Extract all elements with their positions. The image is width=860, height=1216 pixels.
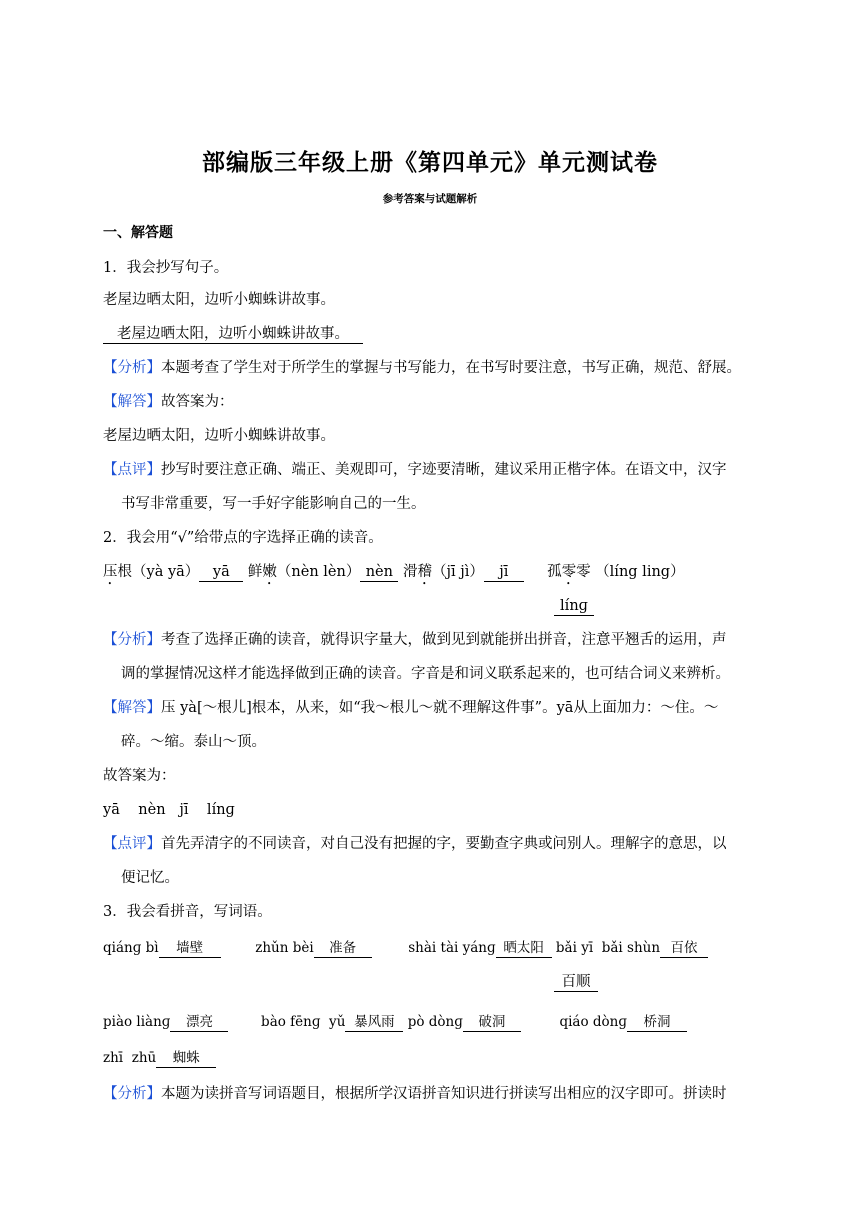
answer-blank: yā (199, 563, 243, 582)
pinyin: pò dònɡ (407, 1014, 463, 1030)
answer-blank: 漂亮 (170, 1013, 228, 1032)
solution-tag: 【解答】 (103, 700, 161, 716)
question-2-comment-cont: 便记忆。 (121, 870, 179, 886)
item-2: 鲜嫩（nèn lèn） (247, 564, 361, 580)
dotted-char: 压 (103, 564, 118, 580)
comment-text: 抄写时要注意正确、端正、美观即可，字迹要清晰，建议采用正楷字体。在语文中，汉字 (161, 462, 727, 478)
dotted-char: 嫩 (262, 564, 277, 580)
question-1-comment (103, 460, 727, 480)
dotted-char: 零 (561, 564, 577, 580)
question-3-row-3 (103, 1048, 216, 1068)
analysis-tag: 【分析】 (103, 360, 161, 376)
analysis-tag: 【分析】 (103, 1086, 161, 1102)
answer-blank: 墙壁 (159, 939, 221, 958)
pinyin: zhǔn bèi (255, 940, 314, 956)
solution-text: 压 yà[～根儿]根本，从来，如“我～根儿～就不理解这件事”。yā从上面加力：～住。～ (161, 700, 719, 716)
answer-blank: línɡ (554, 597, 594, 616)
question-1-solution (103, 392, 234, 412)
pinyin: shài tài yánɡ (408, 940, 496, 956)
question-2-item-4-answer (554, 596, 594, 616)
question-2-answer-list: yā nèn jī línɡ (103, 802, 235, 818)
question-2-stem: 2．我会用“√”给带点的字选择正确的读音。 (103, 530, 383, 546)
item-1: 压根（yà yā） (103, 564, 200, 580)
question-3-row-1 (103, 938, 708, 958)
pinyin: zhī zhū (103, 1050, 157, 1066)
answer-blank: 暴风雨 (345, 1013, 403, 1032)
question-2-analysis-cont: 调的掌握情况这样才能选择做到正确的读音。字音是和词义联系起来的，也可结合词义来辨析。 (121, 666, 730, 682)
answer-blank: 桥洞 (627, 1013, 687, 1032)
pinyin: qiáo dònɡ (559, 1014, 627, 1030)
answer-blank: 蜘蛛 (156, 1049, 216, 1068)
analysis-text: 本题考查了学生对于所学生的掌握与书写能力，在书写时要注意，书写正确，规范、舒展。 (161, 360, 741, 376)
comment-text: 首先弄清字的不同读音，对自己没有把握的字，要勤查字典或问别人。理解字的意思，以 (161, 836, 727, 852)
pinyin: bǎi yī bǎi shùn (555, 940, 661, 956)
question-1-sentence: 老屋边晒太阳，边听小蜘蛛讲故事。 (103, 292, 335, 308)
answer-blank: jī (484, 563, 524, 582)
section-heading: 一、解答题 (103, 225, 173, 241)
analysis-text: 本题为读拼音写词语题目，根据所学汉语拼音知识进行拼读写出相应的汉字即可。拼读时 (161, 1086, 727, 1102)
question-3-stem: 3．我会看拼音，写词语。 (103, 904, 272, 920)
analysis-tag: 【分析】 (103, 632, 161, 648)
question-1-answer-line (103, 324, 363, 344)
question-1-solution-answer: 老屋边晒太阳，边听小蜘蛛讲故事。 (103, 428, 335, 444)
answer-blank: 准备 (314, 939, 372, 958)
question-2-items (103, 562, 685, 588)
question-2-answer-label: 故答案为： (103, 768, 176, 784)
page-title: 部编版三年级上册《第四单元》单元测试卷 (202, 150, 658, 176)
answer-blank: 百顺 (554, 973, 598, 992)
question-2-comment (103, 834, 727, 854)
item-4: 孤零零 （lín​g ling） (547, 564, 685, 580)
answer-blank: 晒太阳 (496, 939, 552, 958)
question-2-analysis (103, 630, 727, 650)
comment-tag: 【点评】 (103, 836, 161, 852)
pinyin: bào fēnɡ yǔ (261, 1014, 346, 1030)
question-2-solution (103, 698, 718, 718)
pinyin: piào liànɡ (103, 1014, 171, 1030)
dotted-char: 稽 (417, 564, 432, 580)
solution-tag: 【解答】 (103, 394, 161, 410)
page-subtitle: 参考答案与试题解析 (382, 193, 478, 205)
answer-blank: 老屋边晒太阳，边听小蜘蛛讲故事。 (103, 325, 363, 344)
question-3-analysis (103, 1084, 727, 1104)
answer-blank: nèn (360, 563, 398, 582)
item-3: 滑稽（jī jì） (402, 564, 484, 580)
analysis-text: 考查了选择正确的读音，就得识字量大，做到见到就能拼出拼音，注意平翘舌的运用，声 (161, 632, 727, 648)
question-3-row-2 (103, 1012, 687, 1032)
question-2-solution-cont: 碎。～缩。泰山～顶。 (121, 734, 266, 750)
question-1-analysis (103, 358, 741, 378)
question-1-stem: 1．我会抄写句子。 (103, 260, 229, 276)
answer-blank: 百依 (660, 939, 708, 958)
answer-blank: 破洞 (463, 1013, 521, 1032)
pinyin: qiánɡ bì (103, 940, 159, 956)
comment-tag: 【点评】 (103, 462, 161, 478)
solution-text: 故答案为： (161, 394, 234, 410)
question-3-row-1-wrap (554, 972, 598, 992)
question-1-comment-cont: 书写非常重要，写一手好字能影响自己的一生。 (121, 496, 426, 512)
